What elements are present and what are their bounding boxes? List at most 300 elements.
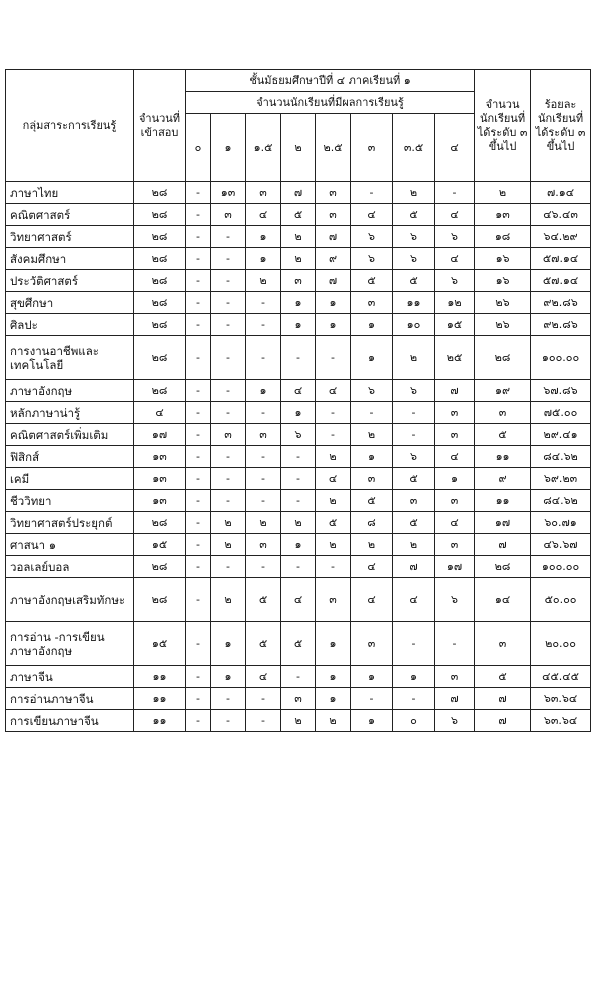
grade-count-cell: ๑ bbox=[316, 292, 351, 314]
grade-count-cell: - bbox=[211, 292, 246, 314]
table-row bbox=[6, 710, 591, 732]
subject-cell: สุขศึกษา bbox=[6, 292, 134, 314]
percent-level3-cell: ๖๗.๘๖ bbox=[531, 380, 591, 402]
table-row bbox=[6, 468, 591, 490]
subject-cell: การงานอาชีพและเทคโนโลยี bbox=[6, 336, 134, 380]
grade-count-cell: - bbox=[316, 402, 351, 424]
grade-count-cell: ๑ bbox=[351, 336, 393, 380]
percent-level3-cell: ๒๐.๐๐ bbox=[531, 622, 591, 666]
grade-count-cell: ๕ bbox=[393, 468, 435, 490]
grade-count-cell: ๓ bbox=[351, 622, 393, 666]
subject-cell: วอลเลย์บอล bbox=[6, 556, 134, 578]
tested-cell: ๒๘ bbox=[134, 336, 186, 380]
grade-count-cell: ๒ bbox=[281, 248, 316, 270]
grade-count-cell: ๑ bbox=[246, 226, 281, 248]
grade-count-cell: - bbox=[186, 666, 211, 688]
grade-count-cell: ๕ bbox=[351, 490, 393, 512]
grade-count-cell: - bbox=[246, 490, 281, 512]
percent-level3-cell: ๖๓.๖๔ bbox=[531, 688, 591, 710]
header-grade-subtitle: จำนวนนักเรียนที่มีผลการเรียนรู้ bbox=[186, 92, 475, 114]
grade-count-cell: ๓ bbox=[435, 402, 475, 424]
grade-count-cell: - bbox=[186, 710, 211, 732]
subject-cell: การเขียนภาษาจีน bbox=[6, 710, 134, 732]
percent-level3-cell: ๖๙.๒๓ bbox=[531, 468, 591, 490]
count-level3-cell: ๑๗ bbox=[475, 512, 531, 534]
grade-count-cell: ๔ bbox=[281, 380, 316, 402]
grade-count-cell: - bbox=[351, 402, 393, 424]
count-level3-cell: ๗ bbox=[475, 688, 531, 710]
count-level3-cell: ๑๖ bbox=[475, 248, 531, 270]
grade-count-cell: ๑ bbox=[281, 402, 316, 424]
grade-count-cell: ๕ bbox=[393, 512, 435, 534]
header-grade-3-5: ๓.๕ bbox=[393, 114, 435, 182]
count-level3-cell: ๒ bbox=[475, 182, 531, 204]
grade-count-cell: ๑ bbox=[435, 468, 475, 490]
subject-cell: ศิลปะ bbox=[6, 314, 134, 336]
subject-cell: วิทยาศาสตร์ประยุกต์ bbox=[6, 512, 134, 534]
table-row bbox=[6, 512, 591, 534]
grade-count-cell: ๑ bbox=[316, 622, 351, 666]
grade-count-cell: - bbox=[186, 248, 211, 270]
grade-count-cell: ๓ bbox=[435, 490, 475, 512]
grade-count-cell: - bbox=[186, 182, 211, 204]
grade-count-cell: ๑ bbox=[316, 688, 351, 710]
percent-level3-cell: ๖๓.๖๔ bbox=[531, 710, 591, 732]
grade-count-cell: ๓ bbox=[211, 424, 246, 446]
percent-level3-cell: ๕๗.๑๔ bbox=[531, 248, 591, 270]
grade-count-cell: ๑๓ bbox=[211, 182, 246, 204]
grade-count-cell: - bbox=[211, 710, 246, 732]
tested-cell: ๑๑ bbox=[134, 710, 186, 732]
grade-count-cell: ๓ bbox=[246, 424, 281, 446]
percent-level3-cell: ๔๕.๔๕ bbox=[531, 666, 591, 688]
percent-level3-cell: ๕๗.๑๔ bbox=[531, 270, 591, 292]
grade-count-cell: - bbox=[186, 534, 211, 556]
table-row bbox=[6, 292, 591, 314]
grade-count-cell: - bbox=[186, 468, 211, 490]
table-row bbox=[6, 314, 591, 336]
grade-count-cell: ๓ bbox=[246, 182, 281, 204]
grade-count-cell: ๖ bbox=[351, 226, 393, 248]
grade-count-cell: - bbox=[281, 666, 316, 688]
table-row bbox=[6, 270, 591, 292]
grade-count-cell: - bbox=[246, 292, 281, 314]
header-grade-2: ๒ bbox=[281, 114, 316, 182]
grade-count-cell: ๗ bbox=[393, 556, 435, 578]
grade-count-cell: ๕ bbox=[246, 622, 281, 666]
grade-count-cell: - bbox=[281, 336, 316, 380]
grade-count-cell: - bbox=[246, 710, 281, 732]
grade-count-cell: ๔ bbox=[435, 204, 475, 226]
grade-count-cell: ๒ bbox=[393, 182, 435, 204]
grade-count-cell: ๓ bbox=[316, 578, 351, 622]
grade-count-cell: ๑ bbox=[246, 248, 281, 270]
table-row bbox=[6, 182, 591, 204]
grade-count-cell: ๖ bbox=[393, 380, 435, 402]
grade-count-cell: - bbox=[211, 336, 246, 380]
grade-count-cell: ๔ bbox=[393, 578, 435, 622]
subject-cell: คณิตศาสตร์ bbox=[6, 204, 134, 226]
subject-cell: หลักภาษาน่ารู้ bbox=[6, 402, 134, 424]
grade-count-cell: ๗ bbox=[316, 226, 351, 248]
grade-count-cell: ๑๑ bbox=[393, 292, 435, 314]
tested-cell: ๑๗ bbox=[134, 424, 186, 446]
grade-count-cell: ๑ bbox=[281, 534, 316, 556]
subject-cell: วิทยาศาสตร์ bbox=[6, 226, 134, 248]
count-level3-cell: ๙ bbox=[475, 468, 531, 490]
grade-count-cell: ๕ bbox=[281, 204, 316, 226]
grade-results-table bbox=[5, 69, 591, 732]
grade-count-cell: ๐ bbox=[393, 710, 435, 732]
grade-count-cell: ๔ bbox=[281, 578, 316, 622]
grade-count-cell: ๑ bbox=[351, 314, 393, 336]
count-level3-cell: ๑๑ bbox=[475, 446, 531, 468]
grade-count-cell: ๒ bbox=[281, 710, 316, 732]
grade-count-cell: ๑ bbox=[211, 622, 246, 666]
subject-cell: การอ่านภาษาจีน bbox=[6, 688, 134, 710]
grade-count-cell: ๒ bbox=[393, 534, 435, 556]
grade-count-cell: ๖ bbox=[281, 424, 316, 446]
grade-count-cell: ๓ bbox=[351, 468, 393, 490]
grade-count-cell: - bbox=[211, 270, 246, 292]
grade-count-cell: ๔ bbox=[435, 446, 475, 468]
table-row bbox=[6, 402, 591, 424]
grade-count-cell: ๑๒ bbox=[435, 292, 475, 314]
grade-count-cell: ๖ bbox=[351, 248, 393, 270]
tested-cell: ๒๘ bbox=[134, 292, 186, 314]
header-grade-1-5: ๑.๕ bbox=[246, 114, 281, 182]
percent-level3-cell: ๑๐๐.๐๐ bbox=[531, 556, 591, 578]
tested-cell: ๒๘ bbox=[134, 556, 186, 578]
grade-count-cell: ๑ bbox=[246, 380, 281, 402]
table-row bbox=[6, 534, 591, 556]
tested-cell: ๑๓ bbox=[134, 490, 186, 512]
table-row bbox=[6, 204, 591, 226]
percent-level3-cell: ๗.๑๔ bbox=[531, 182, 591, 204]
grade-count-cell: - bbox=[186, 292, 211, 314]
grade-count-cell: - bbox=[246, 446, 281, 468]
subject-cell: เคมี bbox=[6, 468, 134, 490]
count-level3-cell: ๓ bbox=[475, 402, 531, 424]
grade-count-cell: ๓ bbox=[211, 204, 246, 226]
grade-count-cell: ๓ bbox=[435, 424, 475, 446]
grade-count-cell: ๒ bbox=[393, 336, 435, 380]
grade-count-cell: ๔ bbox=[351, 204, 393, 226]
count-level3-cell: ๒๖ bbox=[475, 314, 531, 336]
grade-count-cell: - bbox=[186, 512, 211, 534]
grade-count-cell: - bbox=[351, 688, 393, 710]
grade-count-cell: - bbox=[186, 226, 211, 248]
grade-count-cell: - bbox=[186, 446, 211, 468]
count-level3-cell: ๕ bbox=[475, 424, 531, 446]
header-grade-3: ๓ bbox=[351, 114, 393, 182]
count-level3-cell: ๗ bbox=[475, 534, 531, 556]
grade-count-cell: ๒ bbox=[246, 512, 281, 534]
grade-count-cell: ๕ bbox=[393, 270, 435, 292]
grade-count-cell: ๒ bbox=[281, 226, 316, 248]
percent-level3-cell: ๕๐.๐๐ bbox=[531, 578, 591, 622]
grade-count-cell: - bbox=[186, 578, 211, 622]
table-row bbox=[6, 666, 591, 688]
grade-count-cell: ๒ bbox=[211, 578, 246, 622]
percent-level3-cell: ๖๔.๒๙ bbox=[531, 226, 591, 248]
percent-level3-cell: ๖๐.๗๑ bbox=[531, 512, 591, 534]
grade-count-cell: ๖ bbox=[393, 446, 435, 468]
tested-cell: ๑๑ bbox=[134, 688, 186, 710]
grade-count-cell: - bbox=[186, 336, 211, 380]
grade-count-cell: - bbox=[186, 556, 211, 578]
percent-level3-cell: ๘๔.๖๒ bbox=[531, 446, 591, 468]
table-row bbox=[6, 688, 591, 710]
table-row bbox=[6, 380, 591, 402]
grade-count-cell: - bbox=[435, 622, 475, 666]
count-level3-cell: ๕ bbox=[475, 666, 531, 688]
grade-count-cell: ๔ bbox=[351, 578, 393, 622]
grade-count-cell: ๑๐ bbox=[393, 314, 435, 336]
tested-cell: ๒๘ bbox=[134, 314, 186, 336]
table-row bbox=[6, 248, 591, 270]
tested-cell: ๑๕ bbox=[134, 622, 186, 666]
table-row bbox=[6, 424, 591, 446]
grade-count-cell: ๒ bbox=[211, 534, 246, 556]
grade-count-cell: - bbox=[246, 688, 281, 710]
tested-cell: ๒๘ bbox=[134, 380, 186, 402]
grade-count-cell: ๖ bbox=[435, 226, 475, 248]
grade-count-cell: - bbox=[211, 248, 246, 270]
grade-count-cell: ๒ bbox=[281, 512, 316, 534]
subject-cell: ภาษาอังกฤษเสริมทักษะ bbox=[6, 578, 134, 622]
tested-cell: ๑๕ bbox=[134, 534, 186, 556]
grade-count-cell: ๓ bbox=[316, 182, 351, 204]
subject-cell: ศาสนา ๑ bbox=[6, 534, 134, 556]
grade-count-cell: ๒ bbox=[316, 490, 351, 512]
grade-count-cell: ๒ bbox=[316, 446, 351, 468]
grade-count-cell: ๓ bbox=[281, 688, 316, 710]
grade-count-cell: ๗ bbox=[281, 182, 316, 204]
grade-count-cell: ๔ bbox=[246, 666, 281, 688]
tested-cell: ๒๘ bbox=[134, 248, 186, 270]
grade-count-cell: ๓ bbox=[281, 270, 316, 292]
tested-cell: ๒๘ bbox=[134, 226, 186, 248]
header-grade-1: ๑ bbox=[211, 114, 246, 182]
grade-count-cell: - bbox=[281, 556, 316, 578]
grade-count-cell: ๔ bbox=[435, 512, 475, 534]
grade-count-cell: ๗ bbox=[316, 270, 351, 292]
grade-count-cell: ๓ bbox=[435, 534, 475, 556]
grade-count-cell: - bbox=[186, 270, 211, 292]
grade-count-cell: - bbox=[211, 446, 246, 468]
table-row bbox=[6, 490, 591, 512]
percent-level3-cell: ๗๕.๐๐ bbox=[531, 402, 591, 424]
grade-count-cell: - bbox=[246, 556, 281, 578]
subject-cell: ชีววิทยา bbox=[6, 490, 134, 512]
grade-count-cell: - bbox=[435, 182, 475, 204]
subject-cell: ภาษาไทย bbox=[6, 182, 134, 204]
subject-cell: การอ่าน -การเขียนภาษาอังกฤษ bbox=[6, 622, 134, 666]
grade-count-cell: - bbox=[281, 468, 316, 490]
grade-count-cell: ๒๕ bbox=[435, 336, 475, 380]
grade-count-cell: ๒ bbox=[351, 424, 393, 446]
subject-cell: ประวัติศาสตร์ bbox=[6, 270, 134, 292]
grade-count-cell: ๖ bbox=[351, 380, 393, 402]
grade-count-cell: ๑ bbox=[351, 446, 393, 468]
tested-cell: ๒๘ bbox=[134, 270, 186, 292]
grade-count-cell: ๔ bbox=[316, 380, 351, 402]
grade-count-cell: ๕ bbox=[246, 578, 281, 622]
subject-cell: ฟิสิกส์ bbox=[6, 446, 134, 468]
grade-count-cell: - bbox=[186, 402, 211, 424]
grade-count-cell: ๒ bbox=[211, 512, 246, 534]
tested-cell: ๒๘ bbox=[134, 204, 186, 226]
grade-count-cell: - bbox=[316, 556, 351, 578]
grade-count-cell: - bbox=[186, 688, 211, 710]
tested-cell: ๔ bbox=[134, 402, 186, 424]
tested-cell: ๒๘ bbox=[134, 512, 186, 534]
grade-count-cell: - bbox=[281, 490, 316, 512]
grade-count-cell: ๑ bbox=[351, 666, 393, 688]
header-grade-4: ๔ bbox=[435, 114, 475, 182]
grade-count-cell: ๑ bbox=[211, 666, 246, 688]
grade-count-cell: ๙ bbox=[316, 248, 351, 270]
count-level3-cell: ๑๙ bbox=[475, 380, 531, 402]
table-row bbox=[6, 446, 591, 468]
grade-count-cell: ๓ bbox=[316, 204, 351, 226]
grade-count-cell: - bbox=[246, 336, 281, 380]
grade-count-cell: - bbox=[246, 314, 281, 336]
grade-count-cell: - bbox=[186, 622, 211, 666]
header-grade-title: ชั้นมัธยมศึกษาปีที่ ๔ ภาคเรียนที่ ๑ bbox=[186, 70, 475, 92]
grade-count-cell: - bbox=[211, 402, 246, 424]
grade-count-cell: ๘ bbox=[351, 512, 393, 534]
grade-count-cell: - bbox=[211, 468, 246, 490]
table-row bbox=[6, 578, 591, 622]
count-level3-cell: ๑๓ bbox=[475, 204, 531, 226]
percent-level3-cell: ๑๐๐.๐๐ bbox=[531, 336, 591, 380]
grade-count-cell: ๑๗ bbox=[435, 556, 475, 578]
grade-count-cell: - bbox=[186, 204, 211, 226]
subject-cell: คณิตศาสตร์เพิ่มเติม bbox=[6, 424, 134, 446]
grade-count-cell: ๕ bbox=[316, 512, 351, 534]
grade-count-cell: ๑ bbox=[281, 314, 316, 336]
table-row bbox=[6, 622, 591, 666]
subject-cell: ภาษาจีน bbox=[6, 666, 134, 688]
percent-level3-cell: ๘๔.๖๒ bbox=[531, 490, 591, 512]
grade-count-cell: ๑ bbox=[393, 666, 435, 688]
grade-count-cell: ๔ bbox=[351, 556, 393, 578]
count-level3-cell: ๑๘ bbox=[475, 226, 531, 248]
grade-count-cell: - bbox=[211, 688, 246, 710]
grade-count-cell: - bbox=[393, 402, 435, 424]
grade-count-cell: ๗ bbox=[435, 380, 475, 402]
grade-count-cell: - bbox=[211, 556, 246, 578]
percent-level3-cell: ๒๙.๔๑ bbox=[531, 424, 591, 446]
percent-level3-cell: ๔๖.๔๓ bbox=[531, 204, 591, 226]
grade-count-cell: - bbox=[186, 490, 211, 512]
grade-count-cell: ๑๕ bbox=[435, 314, 475, 336]
grade-count-cell: ๒ bbox=[351, 534, 393, 556]
table-row bbox=[6, 226, 591, 248]
grade-count-cell: - bbox=[281, 446, 316, 468]
tested-cell: ๒๘ bbox=[134, 578, 186, 622]
grade-count-cell: ๑ bbox=[316, 314, 351, 336]
grade-count-cell: ๔ bbox=[435, 248, 475, 270]
grade-count-cell: ๓ bbox=[351, 292, 393, 314]
grade-count-cell: - bbox=[211, 490, 246, 512]
table-row bbox=[6, 336, 591, 380]
grade-count-cell: ๖ bbox=[435, 710, 475, 732]
table-row bbox=[6, 556, 591, 578]
grade-count-cell: - bbox=[316, 424, 351, 446]
grade-count-cell: ๕ bbox=[351, 270, 393, 292]
header-count-level3: จำนวนนักเรียนที่ได้ระดับ ๓ ขึ้นไป bbox=[475, 70, 531, 182]
count-level3-cell: ๒๘ bbox=[475, 336, 531, 380]
grade-count-cell: - bbox=[393, 622, 435, 666]
grade-count-cell: - bbox=[186, 380, 211, 402]
count-level3-cell: ๒๘ bbox=[475, 556, 531, 578]
grade-count-cell: ๖ bbox=[393, 226, 435, 248]
grade-count-cell: ๕ bbox=[281, 622, 316, 666]
percent-level3-cell: ๙๒.๘๖ bbox=[531, 314, 591, 336]
grade-count-cell: ๔ bbox=[316, 468, 351, 490]
header-grade-0: ๐ bbox=[186, 114, 211, 182]
percent-level3-cell: ๙๒.๘๖ bbox=[531, 292, 591, 314]
count-level3-cell: ๑๔ bbox=[475, 578, 531, 622]
grade-count-cell: ๓ bbox=[435, 666, 475, 688]
grade-count-cell: - bbox=[186, 314, 211, 336]
grade-count-cell: ๒ bbox=[316, 534, 351, 556]
grade-count-cell: ๒ bbox=[316, 710, 351, 732]
grade-count-cell: ๖ bbox=[435, 578, 475, 622]
grade-count-cell: - bbox=[211, 380, 246, 402]
count-level3-cell: ๓ bbox=[475, 622, 531, 666]
grade-count-cell: ๓ bbox=[246, 534, 281, 556]
table-body bbox=[6, 182, 591, 732]
grade-count-cell: ๗ bbox=[435, 688, 475, 710]
grade-count-cell: - bbox=[246, 468, 281, 490]
grade-count-cell: - bbox=[351, 182, 393, 204]
grade-count-cell: ๔ bbox=[246, 204, 281, 226]
grade-count-cell: - bbox=[316, 336, 351, 380]
grade-count-cell: - bbox=[246, 402, 281, 424]
count-level3-cell: ๑๖ bbox=[475, 270, 531, 292]
count-level3-cell: ๗ bbox=[475, 710, 531, 732]
grade-count-cell: ๖ bbox=[435, 270, 475, 292]
header-percent-level3: ร้อยละนักเรียนที่ได้ระดับ ๓ ขึ้นไป bbox=[531, 70, 591, 182]
grade-count-cell: ๖ bbox=[393, 248, 435, 270]
grade-count-cell: - bbox=[211, 314, 246, 336]
header-grade-2-5: ๒.๕ bbox=[316, 114, 351, 182]
grade-count-cell: - bbox=[393, 424, 435, 446]
header-subject-group: กลุ่มสาระการเรียนรู้ bbox=[6, 70, 134, 182]
grade-count-cell: ๕ bbox=[393, 204, 435, 226]
tested-cell: ๑๓ bbox=[134, 468, 186, 490]
grade-count-cell: - bbox=[393, 688, 435, 710]
grade-count-cell: - bbox=[186, 424, 211, 446]
tested-cell: ๑๓ bbox=[134, 446, 186, 468]
count-level3-cell: ๑๑ bbox=[475, 490, 531, 512]
count-level3-cell: ๒๖ bbox=[475, 292, 531, 314]
subject-cell: สังคมศึกษา bbox=[6, 248, 134, 270]
grade-count-cell: ๓ bbox=[393, 490, 435, 512]
grade-count-cell: - bbox=[211, 226, 246, 248]
tested-cell: ๒๘ bbox=[134, 182, 186, 204]
header-num-tested: จำนวนที่เข้าสอบ bbox=[134, 70, 186, 182]
percent-level3-cell: ๔๖.๖๗ bbox=[531, 534, 591, 556]
subject-cell: ภาษาอังกฤษ bbox=[6, 380, 134, 402]
grade-count-cell: ๑ bbox=[351, 710, 393, 732]
grade-count-cell: ๒ bbox=[246, 270, 281, 292]
grade-count-cell: ๑ bbox=[316, 666, 351, 688]
